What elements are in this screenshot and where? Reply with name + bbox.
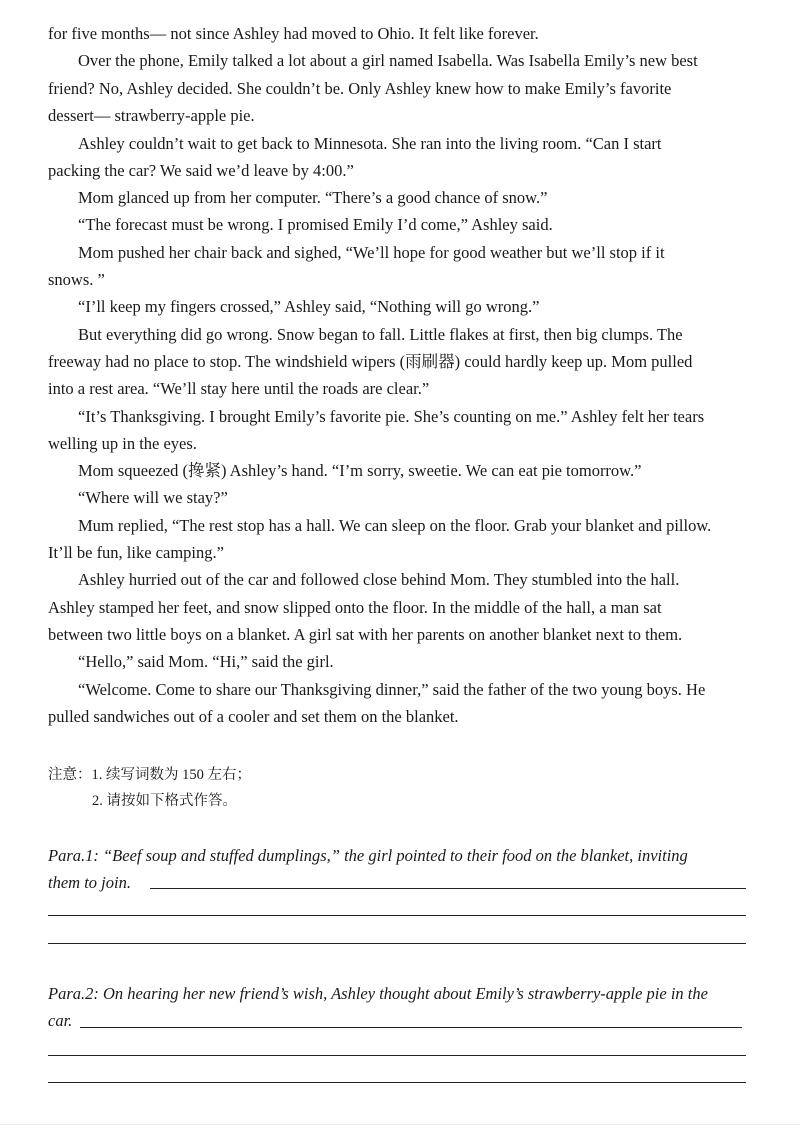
story-line: packing the car? We said we’d leave by 4:00.” <box>48 161 354 180</box>
story-line: Mom squeezed (搀紧) Ashley’s hand. “I’m sorry, sweetie. We can eat pie tomorrow.” <box>78 461 642 480</box>
story-line: dessert— strawberry-apple pie. <box>48 106 255 125</box>
page-bottom-divider <box>0 1124 800 1125</box>
story-line: Over the phone, Emily talked a lot about a girl named Isabella. Was Isabella Emily’s new best <box>78 51 698 70</box>
story-line: “Hello,” said Mom. “Hi,” said the girl. <box>78 652 334 671</box>
story-line: But everything did go wrong. Snow began to fall. Little flakes at first, then big clumps. The <box>78 325 683 344</box>
story-line: friend? No, Ashley decided. She couldn’t be. Only Ashley knew how to make Emily’s favorite <box>48 79 672 98</box>
story-line: Mum replied, “The rest stop has a hall. We can sleep on the floor. Grab your blanket and pillow. <box>78 516 712 535</box>
para2-answer-line[interactable] <box>48 1055 746 1056</box>
note-word-count: 注意：1. 续写词数为 150 左右； <box>48 767 251 783</box>
story-line: between two little boys on a blanket. A girl sat with her parents on another blanket next to them. <box>48 625 683 644</box>
story-line: Mom pushed her chair back and sighed, “We’ll hope for good weather but we’ll stop if it <box>78 243 665 262</box>
story-line: It’ll be fun, like camping.” <box>48 543 224 562</box>
story-line: into a rest area. “We’ll stay here until the roads are clear.” <box>48 379 430 398</box>
story-line: “I’ll keep my fingers crossed,” Ashley said, “Nothing will go wrong.” <box>78 297 540 316</box>
para2-answer-line[interactable] <box>80 1027 742 1028</box>
para1-answer-line[interactable] <box>48 915 746 916</box>
story-line: “Welcome. Come to share our Thanksgiving dinner,” said the father of the two young boys. He <box>78 680 706 699</box>
story-line: pulled sandwiches out of a cooler and set them on the blanket. <box>48 707 459 726</box>
story-line: “The forecast must be wrong. I promised Emily I’d come,” Ashley said. <box>78 215 553 234</box>
para1-prompt-line2: them to join. <box>48 873 131 892</box>
para2-prompt-line1: Para.2: On hearing her new friend’s wish, Ashley thought about Emily’s strawberry-apple pie in the <box>48 984 708 1003</box>
para1-answer-line[interactable] <box>48 943 746 944</box>
story-line: Ashley hurried out of the car and followed close behind Mom. They stumbled into the hall. <box>78 570 680 589</box>
para2-prompt-line2: car. <box>48 1011 73 1030</box>
story-line: “Where will we stay?” <box>78 488 228 507</box>
para2-answer-line[interactable] <box>48 1082 746 1083</box>
story-line: Mom glanced up from her computer. “There’s a good chance of snow.” <box>78 188 548 207</box>
story-line: for five months— not since Ashley had moved to Ohio. It felt like forever. <box>48 24 539 43</box>
story-line: freeway had no place to stop. The windshield wipers (雨刷器) could hardly keep up. Mom pulled <box>48 352 693 371</box>
story-line: Ashley stamped her feet, and snow slipped onto the floor. In the middle of the hall, a man sat <box>48 598 662 617</box>
story-line: Ashley couldn’t wait to get back to Minnesota. She ran into the living room. “Can I start <box>78 134 662 153</box>
story-line: snows. ” <box>48 270 105 289</box>
para1-answer-line[interactable] <box>150 888 746 889</box>
para1-prompt-line1: Para.1: “Beef soup and stuffed dumplings,” the girl pointed to their food on the blanket, inviting <box>48 846 688 865</box>
note-format: 2. 请按如下格式作答。 <box>92 793 237 809</box>
story-line: welling up in the eyes. <box>48 434 197 453</box>
story-line: “It’s Thanksgiving. I brought Emily’s favorite pie. She’s counting on me.” Ashley felt her tears <box>78 407 705 426</box>
